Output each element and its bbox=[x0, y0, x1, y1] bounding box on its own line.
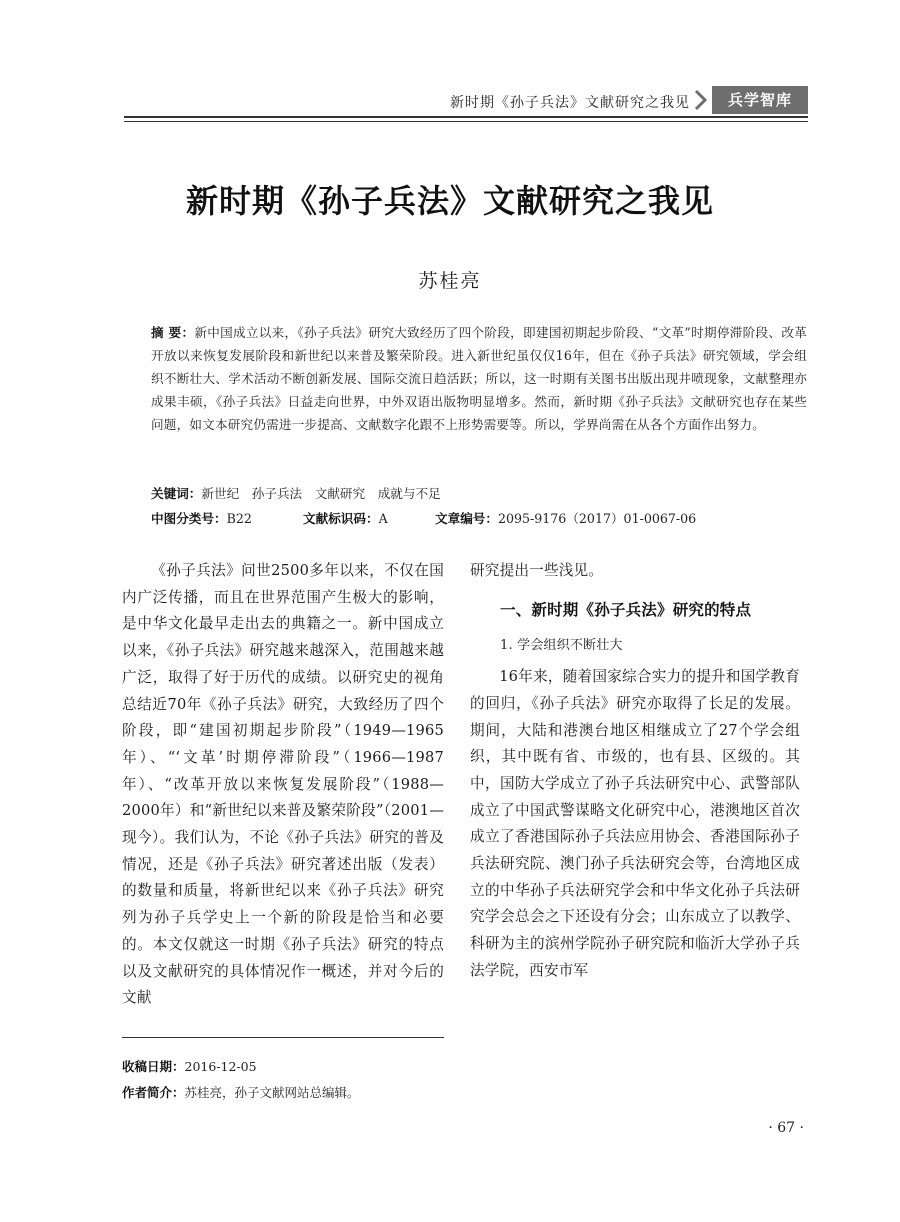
keywords-label: 关键词： bbox=[151, 486, 202, 501]
received-label: 收稿日期： bbox=[122, 1059, 185, 1074]
doc-code-label: 文献标识码： bbox=[303, 511, 379, 526]
header-rule bbox=[124, 116, 808, 118]
body-right-column bbox=[470, 558, 800, 985]
page-number: · 67 · bbox=[768, 1120, 804, 1136]
author-name: 苏桂亮 bbox=[418, 270, 482, 292]
body-left-column bbox=[122, 558, 444, 1012]
author-bio bbox=[122, 1080, 522, 1106]
running-title: 新时期《孙子兵法》文献研究之我见 bbox=[450, 95, 690, 111]
author-bio-value: 苏桂亮，孙子文献网站总编辑。 bbox=[184, 1085, 360, 1100]
intro-continuation: 研究提出一些浅见。 bbox=[470, 562, 604, 579]
keywords bbox=[151, 483, 441, 502]
abstract-label: 摘 要： bbox=[151, 325, 195, 340]
doc-code-value: A bbox=[378, 511, 388, 526]
received-value: 2016-12-05 bbox=[184, 1059, 257, 1074]
header-rule-thin bbox=[124, 121, 808, 122]
article-no-label: 文章编号： bbox=[435, 511, 498, 526]
clc-label: 中图分类号： bbox=[151, 511, 227, 526]
article-meta bbox=[151, 508, 807, 527]
section-paragraph: 16年来，随着国家综合实力的提升和国学教育的回归，《孙子兵法》研究亦取得了长足的发展。期间，大陆和港澳台地区相继成立了27个学会组织，其中既有省、市级的，也有县、区级的。其中，国防大学成立了孙子兵法研究中心、武警部队成立了中国武警谋略文化研究中心，港澳地区首次成立了香港国际孙子兵法应用协会、香港国际孙子兵法研究院、澳门孙子兵法研究会等，台湾地区成立的中华孙子兵法研究学会和中华文化孙子兵法研究学会总会之下还设有分会；山东成立了以教学、科研为主的滨州学院孙子研究院和临沂大学孙子兵法学院，西安市军 bbox=[470, 668, 800, 979]
column-badge: 兵学智库 bbox=[712, 86, 808, 114]
footnote-rule bbox=[122, 1037, 444, 1038]
subsection-heading: 1. 学会组织不断壮大 bbox=[500, 638, 623, 654]
running-header bbox=[124, 86, 808, 118]
article-title: 新时期《孙子兵法》文献研究之我见 bbox=[185, 182, 714, 220]
author-bio-label: 作者简介： bbox=[122, 1085, 185, 1100]
intro-paragraph: 《孙子兵法》问世2500多年以来，不仅在国内广泛传播，而且在世界范围产生极大的影响，是中华文化最早走出去的典籍之一。新中国成立以来，《孙子兵法》研究越来越深入，范围越来越广泛，取得了好于历代的成绩。以研究史的视角总结近70年《孙子兵法》研究，大致经历了四个阶段，即“建国初期起步阶段”（1949—1965年）、“‘文革’时期停滞阶段”（1966—1987年）、“改革开放以来恢复发展阶段”（1988—2000年）和“新世纪以来普及繁荣阶段”（2001—现今）。我们认为，不论《孙子兵法》研究的普及情况，还是《孙子兵法》研究著述出版（发表）的数量和质量，将新世纪以来《孙子兵法》研究列为孙子兵学史上一个新的阶段是恰当和必要的。本文仅就这一时期《孙子兵法》研究的特点以及文献研究的具体情况作一概述，并对今后的文献 bbox=[122, 562, 444, 1007]
abstract-text: 新中国成立以来，《孙子兵法》研究大致经历了四个阶段，即建国初期起步阶段、“文革”时期停滞阶段、改革开放以来恢复发展阶段和新世纪以来普及繁荣阶段。进入新世纪虽仅仅16年，但在《孙子兵法》研究领域，学会组织不断壮大、学术活动不断创新发展、国际交流日趋活跃；所以，这一时期有关图书出版出现井喷现象，文献整理亦成果丰硕，《孙子兵法》日益走向世界，中外双语出版物明显增多。然而，新时期《孙子兵法》文献研究也存在某些问题，如文本研究仍需进一步提高、文献数字化跟不上形势需要等。所以，学界尚需在从各个方面作出努力。 bbox=[151, 325, 807, 432]
footnotes bbox=[122, 1054, 522, 1106]
abstract bbox=[151, 321, 807, 436]
keywords-text: 新世纪 孙子兵法 文献研究 成就与不足 bbox=[201, 486, 441, 501]
clc-value: B22 bbox=[226, 511, 252, 526]
section-heading: 一、新时期《孙子兵法》研究的特点 bbox=[500, 600, 752, 619]
article-no-value: 2095-9176（2017）01-0067-06 bbox=[497, 511, 697, 526]
chevron-right-icon bbox=[692, 88, 710, 112]
received-date bbox=[122, 1054, 522, 1080]
